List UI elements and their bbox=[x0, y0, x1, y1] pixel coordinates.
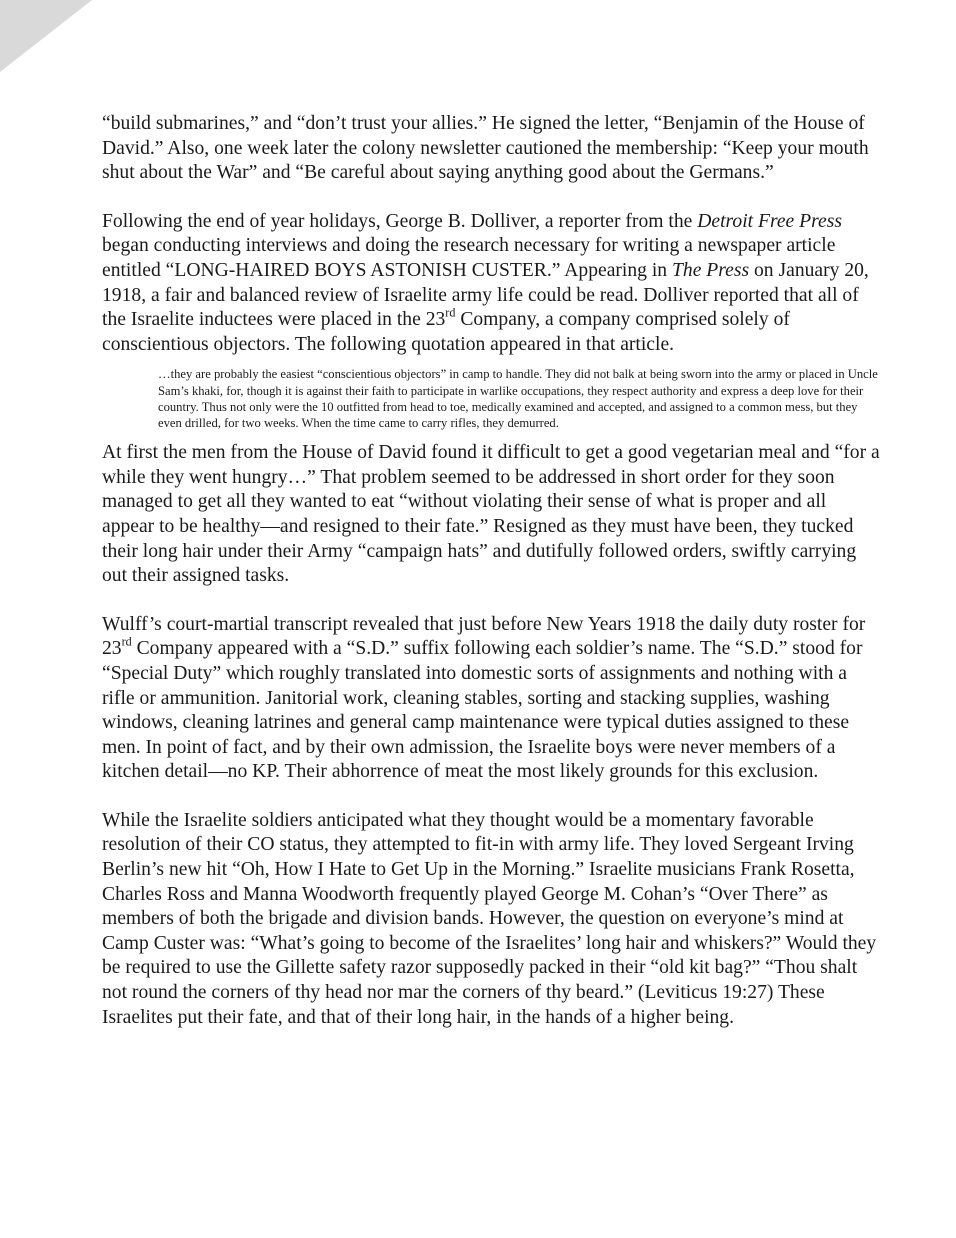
paragraph-2 bbox=[102, 210, 880, 358]
text-run: At first the men from the House of David found it difficult to get a good vegetarian meal and “for a while they went hungry…” That problem seemed to be addressed in short order for they soon managed to get all they wanted to eat “without violating their sense of what is proper and all appear to be healthy—and resigned to their fate.” Resigned as they must have been, they tucked their long hair under their Army “campaign hats” and dutifully followed orders, swiftly carrying out their assigned tasks. bbox=[102, 442, 880, 587]
text-run: Following the end of year holidays, George B. Dolliver, a reporter from the bbox=[102, 210, 698, 232]
ordinal-suffix: rd bbox=[121, 634, 132, 649]
text-run: Wulff’s court-martial transcript revealed that just before New Years 1918 the daily duty roster for 23 bbox=[102, 613, 866, 660]
italic-title: Detroit Free Press bbox=[697, 210, 842, 232]
block-quote: …they are probably the easiest “conscientious objectors” in camp to handle. They did not balk at being sworn into the army or placed in Uncle Sam’s khaki, for, though it is against their faith to participate in warlike occupations, they respect authority and express a deep love for their country. Thus not only were the 10 outfitted from head to toe, medically examined and accepted, and assigned to a common mess, but they even drilled, for two weeks. When the time came to carry rifles, they demurred. bbox=[158, 367, 878, 430]
text-run: began conducting interviews and doing the research necessary for writing a newspaper article entitled “LONG-HAIRED BOYS ASTONISH CUSTER.” Appearing in bbox=[102, 235, 836, 281]
text-run: on January 20, 1918, a fair and balanced review of Israelite army life could be read. Dolliver reported that all of the Israelite inductees were placed in the 23 bbox=[102, 259, 869, 331]
paragraph-1 bbox=[102, 112, 880, 186]
text-run: “build submarines,” and “don’t trust your allies.” He signed the letter, “Benjamin of the House of David.” Also, one week later the colony newsletter cautioned the membership: “Keep your mouth shut about the War” and “Be careful about saying anything good about the Germans.” bbox=[102, 113, 869, 184]
paragraph-4 bbox=[102, 613, 880, 785]
ordinal-suffix: rd bbox=[445, 305, 456, 320]
paragraph-3 bbox=[102, 441, 880, 589]
document-page bbox=[102, 112, 880, 1030]
text-run: While the Israelite soldiers anticipated what they thought would be a momentary favorable resolution of their CO status, they attempted to fit-in with army life. They loved Sergeant Irving Berlin’s new hit “Oh, How I Hate to Get Up in the Morning.” Israelite musicians Frank Rosetta, Charles Ross and Manna Woodworth frequently played George M. Cohan’s “Over There” as members of both the brigade and division bands. However, the question on everyone’s mind at Camp Custer was: “What’s going to become of the Israelites’ long hair and whiskers?” Would they be required to use the Gillette safety razor supposedly packed in their “old kit bag?” “Thou shalt not round the corners of thy head nor mar the corners of thy beard.” (Leviticus 19:27) These Israelites put their fate, and that of their long hair, in the hands of a higher being. bbox=[102, 809, 877, 1028]
scan-corner-mark bbox=[0, 0, 92, 72]
text-run: Company, a company comprised solely of conscientious objectors. The following quotation appeared in that article. bbox=[102, 309, 790, 355]
italic-title: The Press bbox=[672, 259, 750, 281]
text-run: Company appeared with a “S.D.” suffix following each soldier’s name. The “S.D.” stood for “Special Duty” which roughly translated into domestic sorts of assignments and nothing with a rifle or ammunition. Janitorial work, cleaning stables, sorting and stacking supplies, washing windows, cleaning latrines and general camp maintenance were typical duties assigned to these men. In point of fact, and by their own admission, the Israelite boys were never members of a kitchen detail—no KP. Their abhorrence of meat the most likely grounds for this exclusion. bbox=[102, 638, 863, 783]
paragraph-5 bbox=[102, 809, 880, 1030]
